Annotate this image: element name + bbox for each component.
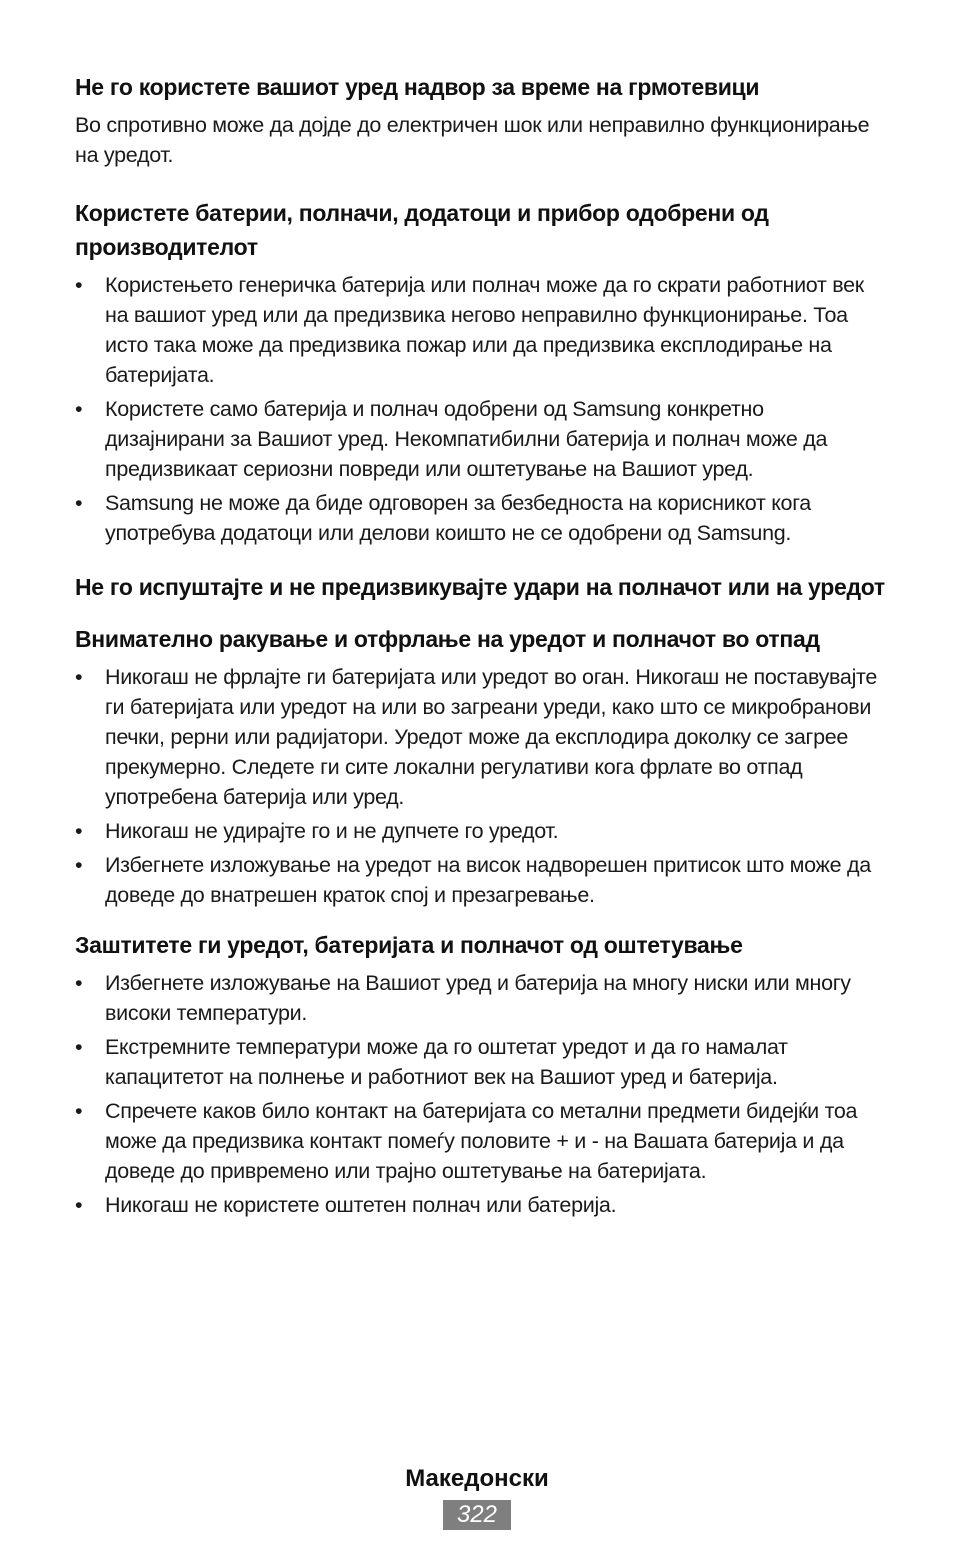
list-item [75,394,885,484]
list-item [75,850,885,910]
list-item-text: Никогаш не удирајте го и не дупчете го уредот. [105,819,559,843]
list-item-text: Спречете каков било контакт на батеријата со метални предмети бидејќи тоа може да предизвика контакт помеѓу половите + и - на Вашата батерија и да доведе до привремено или трајно оштетување на батеријата. [105,1099,858,1183]
list-item-text: Користете само батерија и полнач одобрени од Samsung конкретно дизајнирани за Вашиот уред. Некомпатибилни батерија и полнач може да предизвикаат сериозни повреди или оштетување на Вашиот уред. [105,397,828,481]
list-item-text: Никогаш не користете оштетен полнач или батерија. [105,1193,617,1217]
bullet-glyph: • [75,665,83,689]
list-item [75,270,885,390]
list-item-text: Избегнете изложување на уредот на висок надворешен притисок што може да доведе до внатрешен краток спој и презагревање. [105,853,871,907]
list-item-text: Екстремните температури може да го оштетат уредот и да го намалат капацитетот на полнење и работниот век на Вашиот уред и батерија. [105,1035,788,1089]
bullet-list [75,968,885,1220]
bullet-glyph: • [75,273,83,297]
list-item [75,816,885,846]
list-item [75,662,885,812]
footer-language: Македонски [405,1465,549,1492]
bullet-list [75,270,885,548]
section-heading: Внимателно ракување и отфрлање на уредот и полначот во отпад [75,626,820,652]
list-item [75,968,885,1028]
section-heading: Користете батерии, полначи, додатоци и прибор одобрени од производителот [75,200,769,260]
page-footer [0,1462,954,1530]
section-disposal [75,622,885,910]
list-item-text: Samsung не може да биде одговорен за безбедноста на корисникот кога употребува додатоци или делови коишто не се одобрени од Samsung. [105,491,811,545]
bullet-glyph: • [75,397,83,421]
list-item-text: Избегнете изложување на Вашиот уред и батерија на многу ниски или многу високи температури. [105,971,851,1025]
list-item [75,1032,885,1092]
section-protect-damage [75,928,885,1220]
list-item-text: Никогаш не фрлајте ги батеријата или уредот во оган. Никогаш не поставувајте ги батеријата или уредот на или во загреани уреди, како што се микробранови печки, рерни или радијатори. Уредот може да експлодира доколку се загрее прекумерно. Следете ги сите локални регулативи кога фрлате во отпад употребена батерија или уред. [105,665,878,809]
list-item-text: Користењето генеричка батерија или полнач може да го скрати работниот век на вашиот уред или да предизвика негово неправилно функционирање. Тоа исто така може да предизвика пожар или да предизвика експлодирање на батеријата. [105,273,864,387]
list-item [75,488,885,548]
bullet-glyph: • [75,1099,83,1123]
section-heading: Не го испуштајте и не предизвикувајте удари на полначот или на уредот [75,574,885,600]
page-content [75,70,885,1224]
bullet-glyph: • [75,819,83,843]
bullet-glyph: • [75,1035,83,1059]
section-thunderstorm [75,70,885,170]
list-item [75,1190,885,1220]
section-drop-impact [75,570,885,604]
bullet-glyph: • [75,491,83,515]
bullet-glyph: • [75,971,83,995]
section-approved-accessories [75,196,885,548]
section-heading: Заштитете ги уредот, батеријата и полначот од оштетување [75,932,743,958]
section-heading: Не го користете вашиот уред надвор за време на грмотевици [75,74,760,100]
page-number-badge: 322 [443,1500,511,1530]
bullet-glyph: • [75,1193,83,1217]
list-item [75,1096,885,1186]
bullet-glyph: • [75,853,83,877]
bullet-list [75,662,885,910]
section-paragraph: Во спротивно може да дојде до електричен шок или неправилно функционирање на уредот. [75,113,870,167]
